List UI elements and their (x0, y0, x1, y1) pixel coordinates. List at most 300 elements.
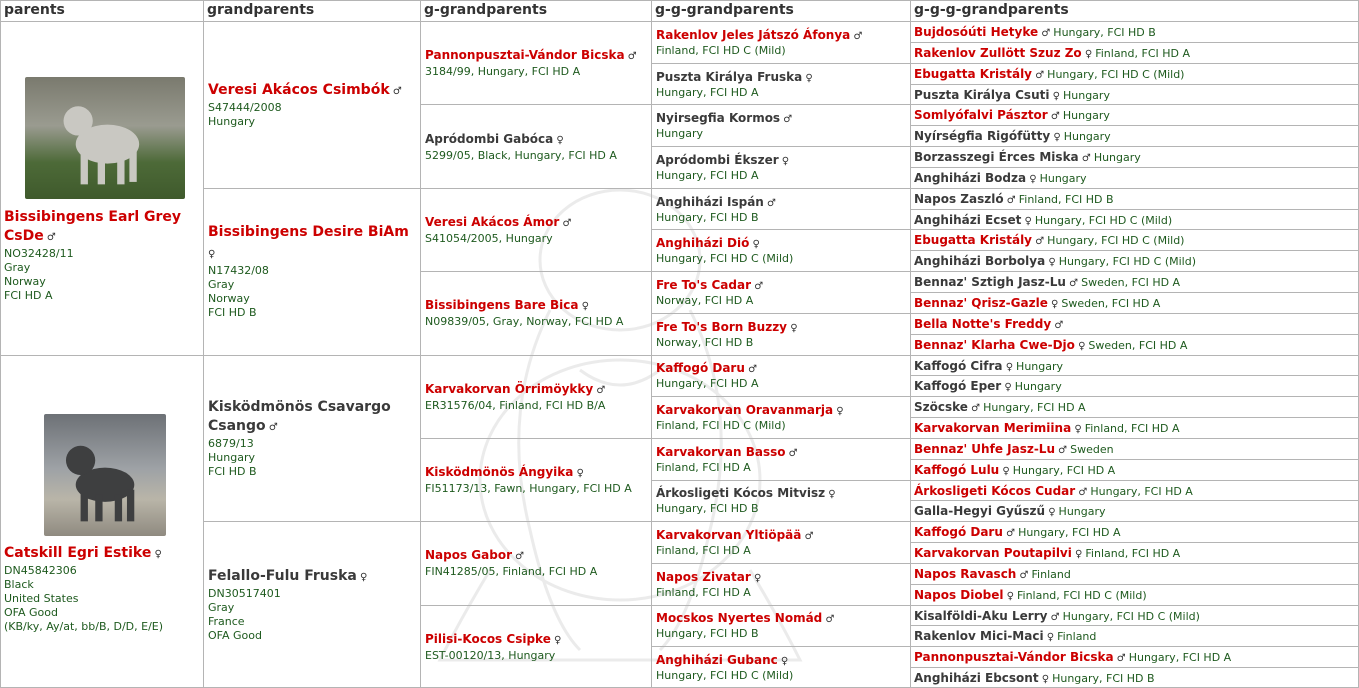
dog-name-link[interactable]: Veresi Akácos Csimbók (208, 81, 390, 98)
name-line (4, 207, 201, 247)
name-line (656, 276, 907, 294)
dog-detail: Gray (208, 601, 235, 615)
name-line (425, 296, 648, 315)
dog-detail: Hungary, FCI HD B (1053, 26, 1156, 39)
name-line (425, 463, 648, 482)
dog-name-link[interactable]: Bissibingens Desire BiAm (208, 224, 409, 241)
dog-name-link[interactable]: Pilisi-Kocos Csipke (425, 631, 551, 646)
gg-grandparent-cell (656, 313, 907, 355)
dog-detail: FIN41285/05, Finland, FCI HD A (425, 565, 598, 579)
sex-symbol: ♀ (749, 239, 760, 251)
name-line (425, 630, 648, 649)
sex-symbol: ♀ (1071, 424, 1082, 436)
dog-detail: United States (4, 591, 79, 605)
dog-name-link[interactable]: Kaffogó Eper (914, 379, 1002, 394)
dog-name-link[interactable]: Anghiházi Gubanc (656, 653, 778, 668)
dog-name-link[interactable]: Rakenlov Jeles Játszó Áfonya (656, 27, 851, 42)
dog-detail: OFA Good (208, 629, 262, 643)
sex-symbol: ♂ (1038, 28, 1051, 39)
dog-detail: Hungary (1016, 359, 1064, 373)
dog-detail: Hungary, FCI HD C (Mild) (1062, 609, 1200, 623)
column-header: grandparents (207, 2, 315, 18)
dog-detail: 3184/99, Hungary, FCI HD A (425, 65, 581, 79)
dog-detail: Sweden (1070, 442, 1114, 456)
ggg-grandparent-cell (910, 625, 1358, 646)
ggg-grandparent-cell (910, 584, 1358, 605)
dog-detail: Finland (1031, 567, 1071, 581)
dog-detail: FCI HD B (208, 464, 257, 478)
grandparent-cell (208, 521, 417, 688)
dog-detail: Hungary, FCI HD A (656, 168, 759, 182)
sex-symbol: ♀ (1045, 257, 1056, 269)
ggg-grandparent-cell (910, 355, 1358, 376)
dog-detail: Sweden, FCI HD A (1061, 296, 1161, 310)
sex-symbol: ♂ (1055, 444, 1068, 456)
dog-name-link[interactable]: Karvakorvan Merimiina (914, 421, 1072, 436)
dog-name-link[interactable]: Árkosligeti Kócos Cudar (914, 483, 1076, 498)
name-line (656, 609, 907, 627)
dog-name-link[interactable]: Nyírségfia Rigófütty (914, 129, 1051, 144)
dog-detail: Norway (4, 275, 46, 288)
sex-symbol: ♀ (1003, 590, 1014, 602)
name-line (425, 130, 648, 149)
column-header: parents (4, 2, 65, 18)
g-grandparent-cell (425, 104, 648, 187)
dog-detail: Finland, FCI HD A (1084, 422, 1180, 436)
dog-detail: Finland, FCI HD A (656, 585, 751, 599)
sex-symbol: ♂ (785, 447, 798, 459)
dog-detail: Finland, FCI HD B (1018, 192, 1114, 206)
sex-symbol: ♂ (1032, 69, 1045, 81)
sex-symbol: ♀ (356, 572, 368, 584)
dog-name-link[interactable]: Bennaz' Uhfe Jasz-Lu (914, 441, 1055, 456)
g-grandparent-cell (425, 355, 648, 438)
dog-detail: (KB/ky, Ay/at, bb/B, D/D, E/E) (4, 619, 164, 633)
name-line (656, 401, 907, 419)
sex-symbol: ♂ (1065, 278, 1079, 290)
dog-detail: Hungary, FCI HD A (656, 377, 759, 391)
dog-name-link[interactable]: Kaffogó Daru (914, 525, 1003, 540)
dog-photo (44, 414, 166, 536)
ggg-grandparent-cell (910, 667, 1358, 688)
dog-photo (25, 77, 185, 199)
dog-name-link[interactable]: Karvakorvan Basso (656, 444, 786, 459)
ggg-grandparent-cell (910, 459, 1358, 480)
sex-symbol: ♀ (1002, 361, 1014, 373)
dog-detail: Hungary, FCI HD A (1018, 526, 1121, 540)
dog-detail: Hungary (656, 127, 703, 141)
dog-name-link[interactable]: Bennaz' Sztigh Jasz-Lu (914, 275, 1066, 290)
dog-detail: N09839/05, Gray, Norway, FCI HD A (425, 315, 624, 329)
name-line (4, 543, 201, 564)
sex-symbol: ♂ (1002, 528, 1016, 540)
ggg-grandparent-cell (910, 209, 1358, 230)
dog-name-link[interactable]: Kaffogó Lulu (914, 462, 1000, 477)
ggg-grandparent-cell (910, 646, 1358, 667)
dog-detail: 6879/13 (208, 436, 254, 450)
dog-detail: Hungary (1014, 380, 1062, 394)
gg-grandparent-cell (656, 146, 907, 188)
name-line (208, 80, 417, 101)
gg-grandparent-cell (656, 521, 907, 563)
dog-name-link[interactable]: Napos Gabor (425, 548, 512, 563)
dog-name-link[interactable]: Fre To's Born Buzzy (656, 319, 788, 334)
sex-symbol: ♀ (208, 249, 216, 261)
dog-name-link[interactable]: Nyirsegfia Kormos (656, 111, 781, 126)
dog-detail: Black (4, 577, 34, 591)
dog-detail: Hungary (208, 114, 255, 128)
name-line (656, 151, 907, 169)
name-line (656, 484, 907, 502)
gg-grandparent-cell (656, 355, 907, 397)
name-line (425, 46, 648, 65)
sex-symbol: ♀ (1074, 340, 1086, 352)
g-grandparent-cell (425, 271, 648, 354)
dog-detail: Gray (208, 278, 235, 292)
sex-symbol: ♂ (967, 403, 981, 415)
dog-detail: Hungary, FCI HD C (Mild) (656, 669, 794, 683)
ggg-grandparent-cell (910, 125, 1358, 146)
sex-symbol: ♀ (1045, 507, 1056, 519)
dog-detail: Hungary (1062, 109, 1110, 123)
ggg-grandparent-cell (910, 63, 1358, 84)
ggg-grandparent-cell (910, 167, 1358, 188)
sex-symbol: ♂ (1113, 653, 1126, 665)
dog-detail: Hungary, FCI HD A (983, 401, 1086, 415)
ggg-grandparent-cell (910, 334, 1358, 355)
g-grandparent-cell (425, 188, 648, 271)
sex-symbol: ♂ (763, 197, 776, 209)
column-header: g-g-grandparents (655, 2, 794, 18)
parent-text (4, 543, 201, 634)
sex-symbol: ♀ (1026, 173, 1037, 185)
dog-detail: Hungary (1062, 88, 1110, 102)
gg-grandparent-cell (656, 396, 907, 438)
dog-name-link[interactable]: Anghiházi Borbolya (914, 254, 1046, 269)
dog-detail: DN45842306 (4, 563, 77, 577)
dog-name-link[interactable]: Rakenlov Mici-Maci (914, 629, 1044, 644)
sex-symbol: ♀ (1049, 90, 1060, 102)
sex-symbol: ♀ (1021, 215, 1032, 227)
dog-detail: Norway (208, 292, 250, 306)
sex-symbol: ♂ (512, 551, 525, 563)
name-line (656, 568, 907, 586)
sex-symbol: ♀ (578, 301, 589, 313)
dog-detail: Hungary (1063, 130, 1111, 144)
dog-detail: Sweden, FCI HD A (1088, 338, 1188, 352)
name-line (656, 318, 907, 336)
dog-detail: 5299/05, Black, Hungary, FCI HD A (425, 148, 617, 162)
dog-detail: Gray (4, 261, 31, 274)
dog-detail: EST-00120/13, Hungary (425, 648, 556, 662)
dog-detail: Hungary (1093, 151, 1141, 165)
parent-text (4, 207, 201, 303)
dog-name-link[interactable]: Anghiházi Dió (656, 236, 750, 251)
sex-symbol: ♂ (801, 531, 814, 543)
dog-name-link[interactable]: Pannonpusztai-Vándor Bicska (425, 48, 625, 63)
dog-detail: ER31576/04, Finland, FCI HD B/A (425, 398, 606, 412)
dog-name-link[interactable]: Apródombi Gabóca (425, 131, 554, 146)
sex-symbol: ♀ (1071, 549, 1083, 561)
ggg-grandparent-cell (910, 250, 1358, 271)
dog-detail: FI51173/13, Fawn, Hungary, FCI HD A (425, 482, 632, 496)
dog-name-link[interactable]: Kaffogó Daru (656, 361, 745, 376)
dog-name-link[interactable]: Bissibingens Earl Grey CsDe (4, 209, 182, 244)
dog-name-link[interactable]: Puszta Királya Csuti (914, 87, 1050, 102)
dog-name-link[interactable]: Karvakorvan Poutapilvi (914, 546, 1072, 561)
name-line (208, 397, 417, 437)
ggg-grandparent-cell (910, 396, 1358, 417)
gg-grandparent-cell (656, 63, 907, 105)
dog-detail: Hungary, FCI HD B (656, 210, 759, 224)
sex-symbol: ♀ (787, 322, 798, 334)
dog-detail: NO32428/11 (4, 247, 74, 260)
name-line (208, 222, 417, 264)
gg-grandparent-cell (656, 480, 907, 522)
grandparent-cell (208, 21, 417, 188)
parent-cell (4, 21, 201, 355)
dog-detail: Sweden, FCI HD A (1081, 276, 1181, 290)
sex-symbol: ♀ (1043, 632, 1055, 644)
dog-name-link[interactable]: Rakenlov Zullött Szuz Zo (914, 45, 1082, 60)
sex-symbol: ♀ (777, 656, 789, 668)
sex-symbol: ♂ (389, 85, 402, 97)
dog-detail: Finland, FCI HD A (656, 544, 751, 558)
gg-grandparent-cell (656, 271, 907, 313)
sex-symbol: ♀ (778, 155, 790, 167)
sex-symbol: ♀ (1047, 298, 1059, 310)
dog-name-link[interactable]: Bennaz' Qrisz-Gazle (914, 295, 1048, 310)
ggg-grandparent-cell (910, 146, 1358, 167)
dog-silhouette-icon (44, 414, 166, 536)
sex-symbol: ♂ (1016, 569, 1029, 581)
dog-name-link[interactable]: Apródombi Ékszer (656, 152, 779, 167)
dog-name-link[interactable]: Bujdosóúti Hetyke (914, 25, 1039, 39)
ggg-grandparent-cell (910, 500, 1358, 521)
parent-cell (4, 355, 201, 688)
dog-detail: Hungary, FCI HD B (656, 627, 759, 641)
sex-symbol: ♂ (624, 51, 637, 63)
column-header: g-g-g-grandparents (914, 2, 1069, 18)
dog-detail: Hungary, FCI HD A (1012, 463, 1116, 477)
dog-detail: Hungary, FCI HD B (1052, 672, 1155, 686)
ggg-grandparent-cell (910, 271, 1358, 292)
sex-symbol: ♀ (825, 489, 836, 501)
ggg-grandparent-cell (910, 188, 1358, 209)
dog-name-link[interactable]: Catskill Egri Estike (4, 544, 152, 561)
dog-name-link[interactable]: Szöcske (914, 400, 968, 415)
sex-symbol: ♂ (850, 30, 863, 42)
dog-name-link[interactable]: Veresi Akácos Ámor (425, 214, 560, 229)
dog-name-link[interactable]: Mocskos Nyertes Nomád (656, 611, 823, 626)
sex-symbol: ♂ (1078, 153, 1091, 165)
column-header: g-grandparents (424, 2, 548, 18)
dog-name-link[interactable]: Karvakorvan Oravanmarja (656, 403, 834, 418)
g-grandparent-cell (425, 21, 648, 104)
ggg-grandparent-cell (910, 521, 1358, 542)
sex-symbol: ♀ (999, 465, 1010, 477)
dog-name-link[interactable]: Napos Ravasch (914, 566, 1017, 581)
dog-detail: Norway, FCI HD B (656, 335, 754, 349)
ggg-grandparent-cell (910, 563, 1358, 584)
ggg-grandparent-cell (910, 104, 1358, 125)
dog-detail: S47444/2008 (208, 100, 282, 114)
dog-name-link[interactable]: Ebugatta Kristály (914, 233, 1033, 248)
dog-detail: France (208, 615, 245, 629)
dog-name-link[interactable]: Karvakorvan Örrimöykky (425, 381, 594, 396)
dog-detail: S41054/2005, Hungary (425, 231, 553, 245)
ggg-grandparent-cell (910, 313, 1358, 334)
sex-symbol: ♀ (750, 572, 762, 584)
g-grandparent-cell (425, 605, 648, 688)
sex-symbol: ♂ (1003, 194, 1016, 206)
dog-detail: FCI HD A (4, 289, 53, 302)
dog-detail: OFA Good (4, 605, 58, 619)
sex-symbol: ♂ (43, 232, 56, 243)
gg-grandparent-cell (656, 104, 907, 146)
name-line (208, 566, 417, 587)
dog-name-link[interactable]: Napos Zivatar (656, 569, 751, 584)
dog-name-link[interactable]: Puszta Királya Fruska (656, 69, 803, 84)
dog-name-link[interactable]: Anghiházi Ecset (914, 212, 1022, 227)
dog-name-link[interactable]: Árkosligeti Kócos Mitvisz (656, 486, 826, 501)
ggg-grandparent-cell (910, 480, 1358, 501)
g-grandparent-cell (425, 438, 648, 521)
dog-name-link[interactable]: Felallo-Fulu Fruska (208, 568, 357, 585)
dog-detail: Hungary, FCI HD A (1128, 651, 1232, 665)
grandparent-cell (208, 355, 417, 522)
dog-detail: Hungary (1058, 505, 1106, 519)
ggg-grandparent-cell (910, 375, 1358, 396)
dog-name-link[interactable]: Kisködmönös Ángyika (425, 465, 574, 480)
dog-detail: Hungary, FCI HD A (1090, 484, 1193, 498)
ggg-grandparent-cell (910, 21, 1358, 42)
dog-detail: Hungary, FCI HD C (Mild) (1047, 67, 1185, 81)
sex-symbol: ♂ (593, 384, 606, 396)
dog-detail: Hungary, FCI HD C (Mild) (1047, 234, 1185, 248)
dog-name-link[interactable]: Anghiházi Ispán (656, 194, 764, 209)
sex-symbol: ♂ (1047, 611, 1060, 623)
name-line (656, 193, 907, 211)
ggg-grandparent-cell (910, 42, 1358, 63)
sex-symbol: ♂ (1051, 319, 1064, 331)
name-line (656, 26, 907, 44)
gg-grandparent-cell (656, 646, 907, 688)
dog-name-link[interactable]: Bissibingens Bare Bica (425, 298, 579, 313)
gg-grandparent-cell (656, 229, 907, 271)
sex-symbol: ♂ (780, 114, 793, 126)
gg-grandparent-cell (656, 438, 907, 480)
dog-name-link[interactable]: Kisalföldi-Aku Lerry (914, 608, 1048, 623)
dog-detail: Hungary, FCI HD C (Mild) (1058, 255, 1196, 269)
sex-symbol: ♂ (1075, 486, 1088, 498)
dog-name-link[interactable]: Kisködmönös Csavargo Csango (208, 398, 391, 434)
sex-symbol: ♀ (1001, 382, 1012, 394)
sex-symbol: ♂ (559, 217, 572, 229)
sex-symbol: ♂ (751, 280, 764, 292)
name-line (425, 213, 648, 232)
dog-detail: Hungary (208, 450, 255, 464)
dog-detail: Finland, FCI HD A (1095, 46, 1191, 60)
dog-name-link[interactable]: Karvakorvan Yltiöpää (656, 528, 802, 543)
dog-detail: Finland, FCI HD A (1085, 547, 1181, 561)
dog-detail: Hungary, FCI HD C (Mild) (1034, 213, 1173, 227)
dog-detail: Finland (1057, 630, 1097, 644)
ggg-grandparent-cell (910, 605, 1358, 626)
dog-name-link[interactable]: Anghiházi Ebcsont (914, 671, 1039, 686)
name-line (425, 546, 648, 565)
sex-symbol: ♀ (573, 468, 584, 480)
dog-detail: Finland, FCI HD A (656, 460, 751, 474)
dog-detail: FCI HD B (208, 306, 257, 320)
gg-grandparent-cell (656, 563, 907, 605)
dog-name-link[interactable]: Pannonpusztai-Vándor Bicska (914, 650, 1114, 665)
sex-symbol: ♀ (833, 406, 844, 418)
dog-detail: Finland, FCI HD C (Mild) (656, 43, 786, 57)
dog-name-link[interactable]: Bella Notte's Freddy (914, 316, 1052, 331)
sex-symbol: ♀ (802, 72, 813, 84)
sex-symbol: ♀ (1081, 48, 1093, 60)
dog-name-link[interactable]: Anghiházi Bodza (914, 170, 1027, 185)
dog-detail: Hungary, FCI HD A (656, 85, 759, 99)
sex-symbol: ♀ (1038, 674, 1050, 686)
name-line (656, 526, 907, 544)
sex-symbol: ♀ (553, 134, 564, 146)
name-line (656, 234, 907, 252)
ggg-grandparent-cell (910, 542, 1358, 563)
dog-detail: Finland, FCI HD C (Mild) (656, 419, 786, 433)
ggg-grandparent-cell (910, 292, 1358, 313)
gg-grandparent-cell (656, 21, 907, 63)
ggg-grandparent-cell (910, 84, 1358, 105)
dog-detail: Hungary, FCI HD B (656, 502, 759, 516)
sex-symbol: ♀ (550, 634, 562, 646)
sex-symbol: ♂ (744, 364, 758, 376)
name-line (656, 68, 907, 86)
dog-detail: Norway, FCI HD A (656, 293, 754, 307)
dog-silhouette-icon (25, 77, 185, 199)
sex-symbol: ♂ (822, 614, 835, 626)
dog-detail: Hungary, FCI HD C (Mild) (656, 252, 794, 266)
gg-grandparent-cell (656, 188, 907, 230)
name-line (656, 359, 907, 377)
dog-name-link[interactable]: Kaffogó Cifra (914, 358, 1003, 373)
dog-name-link[interactable]: Borzasszegi Érces Miska (914, 150, 1079, 165)
dog-name-link[interactable]: Galla-Hegyi Gyűszű (914, 504, 1046, 519)
sex-symbol: ♀ (151, 548, 162, 560)
name-line (656, 443, 907, 461)
gg-grandparent-cell (656, 605, 907, 647)
ggg-grandparent-cell (910, 438, 1358, 459)
sex-symbol: ♂ (1047, 111, 1060, 123)
dog-detail: Hungary (1039, 171, 1087, 185)
sex-symbol: ♂ (1032, 236, 1045, 248)
dog-detail: Finland, FCI HD C (Mild) (1016, 588, 1147, 602)
dog-name-link[interactable]: Fre To's Cadar (656, 277, 752, 292)
sex-symbol: ♀ (1050, 132, 1061, 144)
grandparent-cell (208, 188, 417, 355)
dog-name-link[interactable]: Somlyófalvi Pásztor (914, 108, 1048, 123)
name-line (656, 109, 907, 127)
dog-name-link[interactable]: Napos Zaszló (914, 191, 1004, 206)
dog-name-link[interactable]: Bennaz' Klarha Cwe-Djo (914, 337, 1075, 352)
sex-symbol: ♂ (265, 421, 278, 433)
dog-name-link[interactable]: Ebugatta Kristály (914, 66, 1033, 81)
dog-name-link[interactable]: Napos Diobel (914, 587, 1004, 602)
name-line (425, 380, 648, 399)
name-line (656, 651, 907, 669)
dog-detail: N17432/08 (208, 264, 269, 278)
